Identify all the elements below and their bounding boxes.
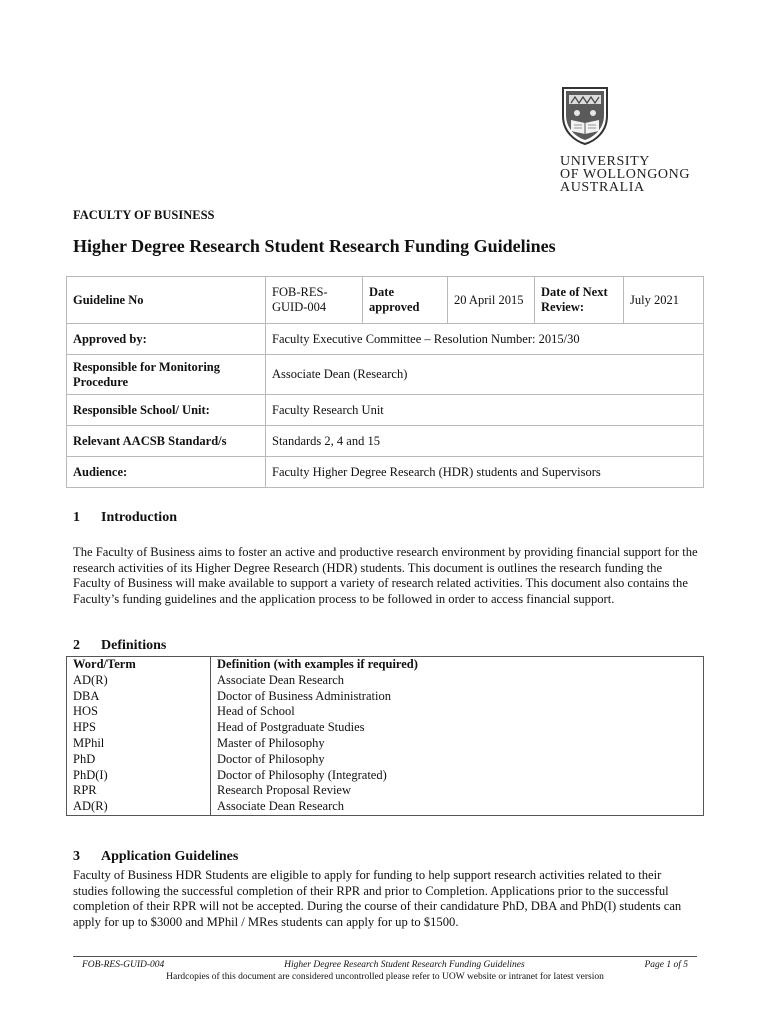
table-row (67, 355, 704, 395)
table-row (67, 799, 704, 815)
date-approved-value: 20 April 2015 (448, 277, 535, 324)
audience-value: Faculty Higher Degree Research (HDR) students and Supervisors (266, 457, 704, 488)
footer-doc-title: Higher Degree Research Student Research Funding Guidelines (284, 960, 525, 970)
table-row (67, 768, 704, 784)
definition-cell: Doctor of Business Administration (211, 689, 704, 705)
approved-by-label: Approved by: (67, 324, 266, 355)
audience-label: Audience: (67, 457, 266, 488)
university-name-line: OF WOLLONGONG (560, 167, 691, 182)
section-number: 3 (73, 849, 80, 864)
column-header-definition: Definition (with examples if required) (211, 657, 704, 673)
section-heading-application-guidelines (73, 849, 238, 865)
table-row (67, 752, 704, 768)
term-cell: AD(R) (67, 673, 211, 689)
footer-disclaimer: Hardcopies of this document are considered uncontrolled please refer to UOW website or intranet for latest version (166, 972, 604, 982)
section-title: Application Guidelines (101, 849, 239, 864)
university-logo (560, 86, 710, 194)
term-cell: PhD (67, 752, 211, 768)
university-crest-icon (561, 86, 609, 146)
application-guidelines-paragraph: Faculty of Business HDR Students are eligible to apply for funding to help support research activities related to their studies following the successful completion of their RPR and prior to Completion. Applications prior to the successful completion of their RPR will not be accepted. During the course of their candidature PhD, DBA and PhD(I) students can apply for up to $3000 and MPhil / MRes students can apply for up to $1500. (73, 868, 682, 929)
table-row (67, 736, 704, 752)
table-header-row (67, 657, 704, 673)
definition-cell: Head of School (211, 704, 704, 720)
school-value: Faculty Research Unit (266, 395, 704, 426)
university-name-line: UNIVERSITY (560, 154, 650, 169)
term-cell: RPR (67, 783, 211, 799)
introduction-paragraph: The Faculty of Business aims to foster an active and productive research environment by providing financial support for the research activities of its Higher Degree Research (HDR) students. This document is outlines the research funding the Faculty of Business will make available to support a variety of research related activities. This document also contains the Faculty’s funding guidelines and the application process to be followed in order to access financial support. (73, 545, 698, 606)
term-cell: HOS (67, 704, 211, 720)
page-footer (82, 960, 688, 970)
aacsb-label: Relevant AACSB Standard/s (67, 426, 266, 457)
aacsb-value: Standards 2, 4 and 15 (266, 426, 704, 457)
table-row (67, 457, 704, 488)
definition-cell: Doctor of Philosophy (Integrated) (211, 768, 704, 784)
section-number: 2 (73, 638, 80, 653)
section-heading-introduction (73, 510, 177, 526)
definitions-table (66, 656, 704, 816)
guideline-no-value: FOB-RES-GUID-004 (266, 277, 363, 324)
definition-cell: Research Proposal Review (211, 783, 704, 799)
monitoring-label: Responsible for Monitoring Procedure (67, 355, 266, 395)
table-row (67, 426, 704, 457)
term-cell: PhD(I) (67, 768, 211, 784)
term-cell: MPhil (67, 736, 211, 752)
table-row (67, 324, 704, 355)
approved-by-value: Faculty Executive Committee – Resolution Number: 2015/30 (266, 324, 704, 355)
term-cell: DBA (67, 689, 211, 705)
guideline-no-label: Guideline No (67, 277, 266, 324)
guideline-metadata-table (66, 276, 704, 488)
monitoring-value: Associate Dean (Research) (266, 355, 704, 395)
school-label: Responsible School/ Unit: (67, 395, 266, 426)
section-title: Definitions (101, 638, 167, 653)
term-cell: HPS (67, 720, 211, 736)
table-row (67, 720, 704, 736)
footer-doc-id: FOB-RES-GUID-004 (82, 960, 165, 970)
definition-cell: Associate Dean Research (211, 799, 704, 815)
university-name (560, 155, 710, 194)
section-title: Introduction (101, 510, 177, 525)
university-name-line: AUSTRALIA (560, 180, 645, 195)
table-row (67, 689, 704, 705)
definition-cell: Master of Philosophy (211, 736, 704, 752)
section-number: 1 (73, 510, 80, 525)
table-row (67, 277, 704, 324)
footer-page-number: Page 1 of 5 (644, 960, 688, 970)
term-cell: AD(R) (67, 799, 211, 815)
document-title: Higher Degree Research Student Research Funding Guidelines (73, 236, 556, 256)
faculty-name: FACULTY OF BUSINESS (73, 208, 215, 222)
date-approved-label: Date approved (363, 277, 448, 324)
table-row (67, 673, 704, 689)
footer-divider (73, 956, 697, 957)
table-row (67, 395, 704, 426)
table-row (67, 783, 704, 799)
definition-cell: Head of Postgraduate Studies (211, 720, 704, 736)
next-review-label: Date of Next Review: (535, 277, 624, 324)
definition-cell: Doctor of Philosophy (211, 752, 704, 768)
definition-cell: Associate Dean Research (211, 673, 704, 689)
column-header-term: Word/Term (67, 657, 211, 673)
table-row (67, 704, 704, 720)
section-heading-definitions (73, 638, 166, 654)
next-review-value: July 2021 (624, 277, 704, 324)
